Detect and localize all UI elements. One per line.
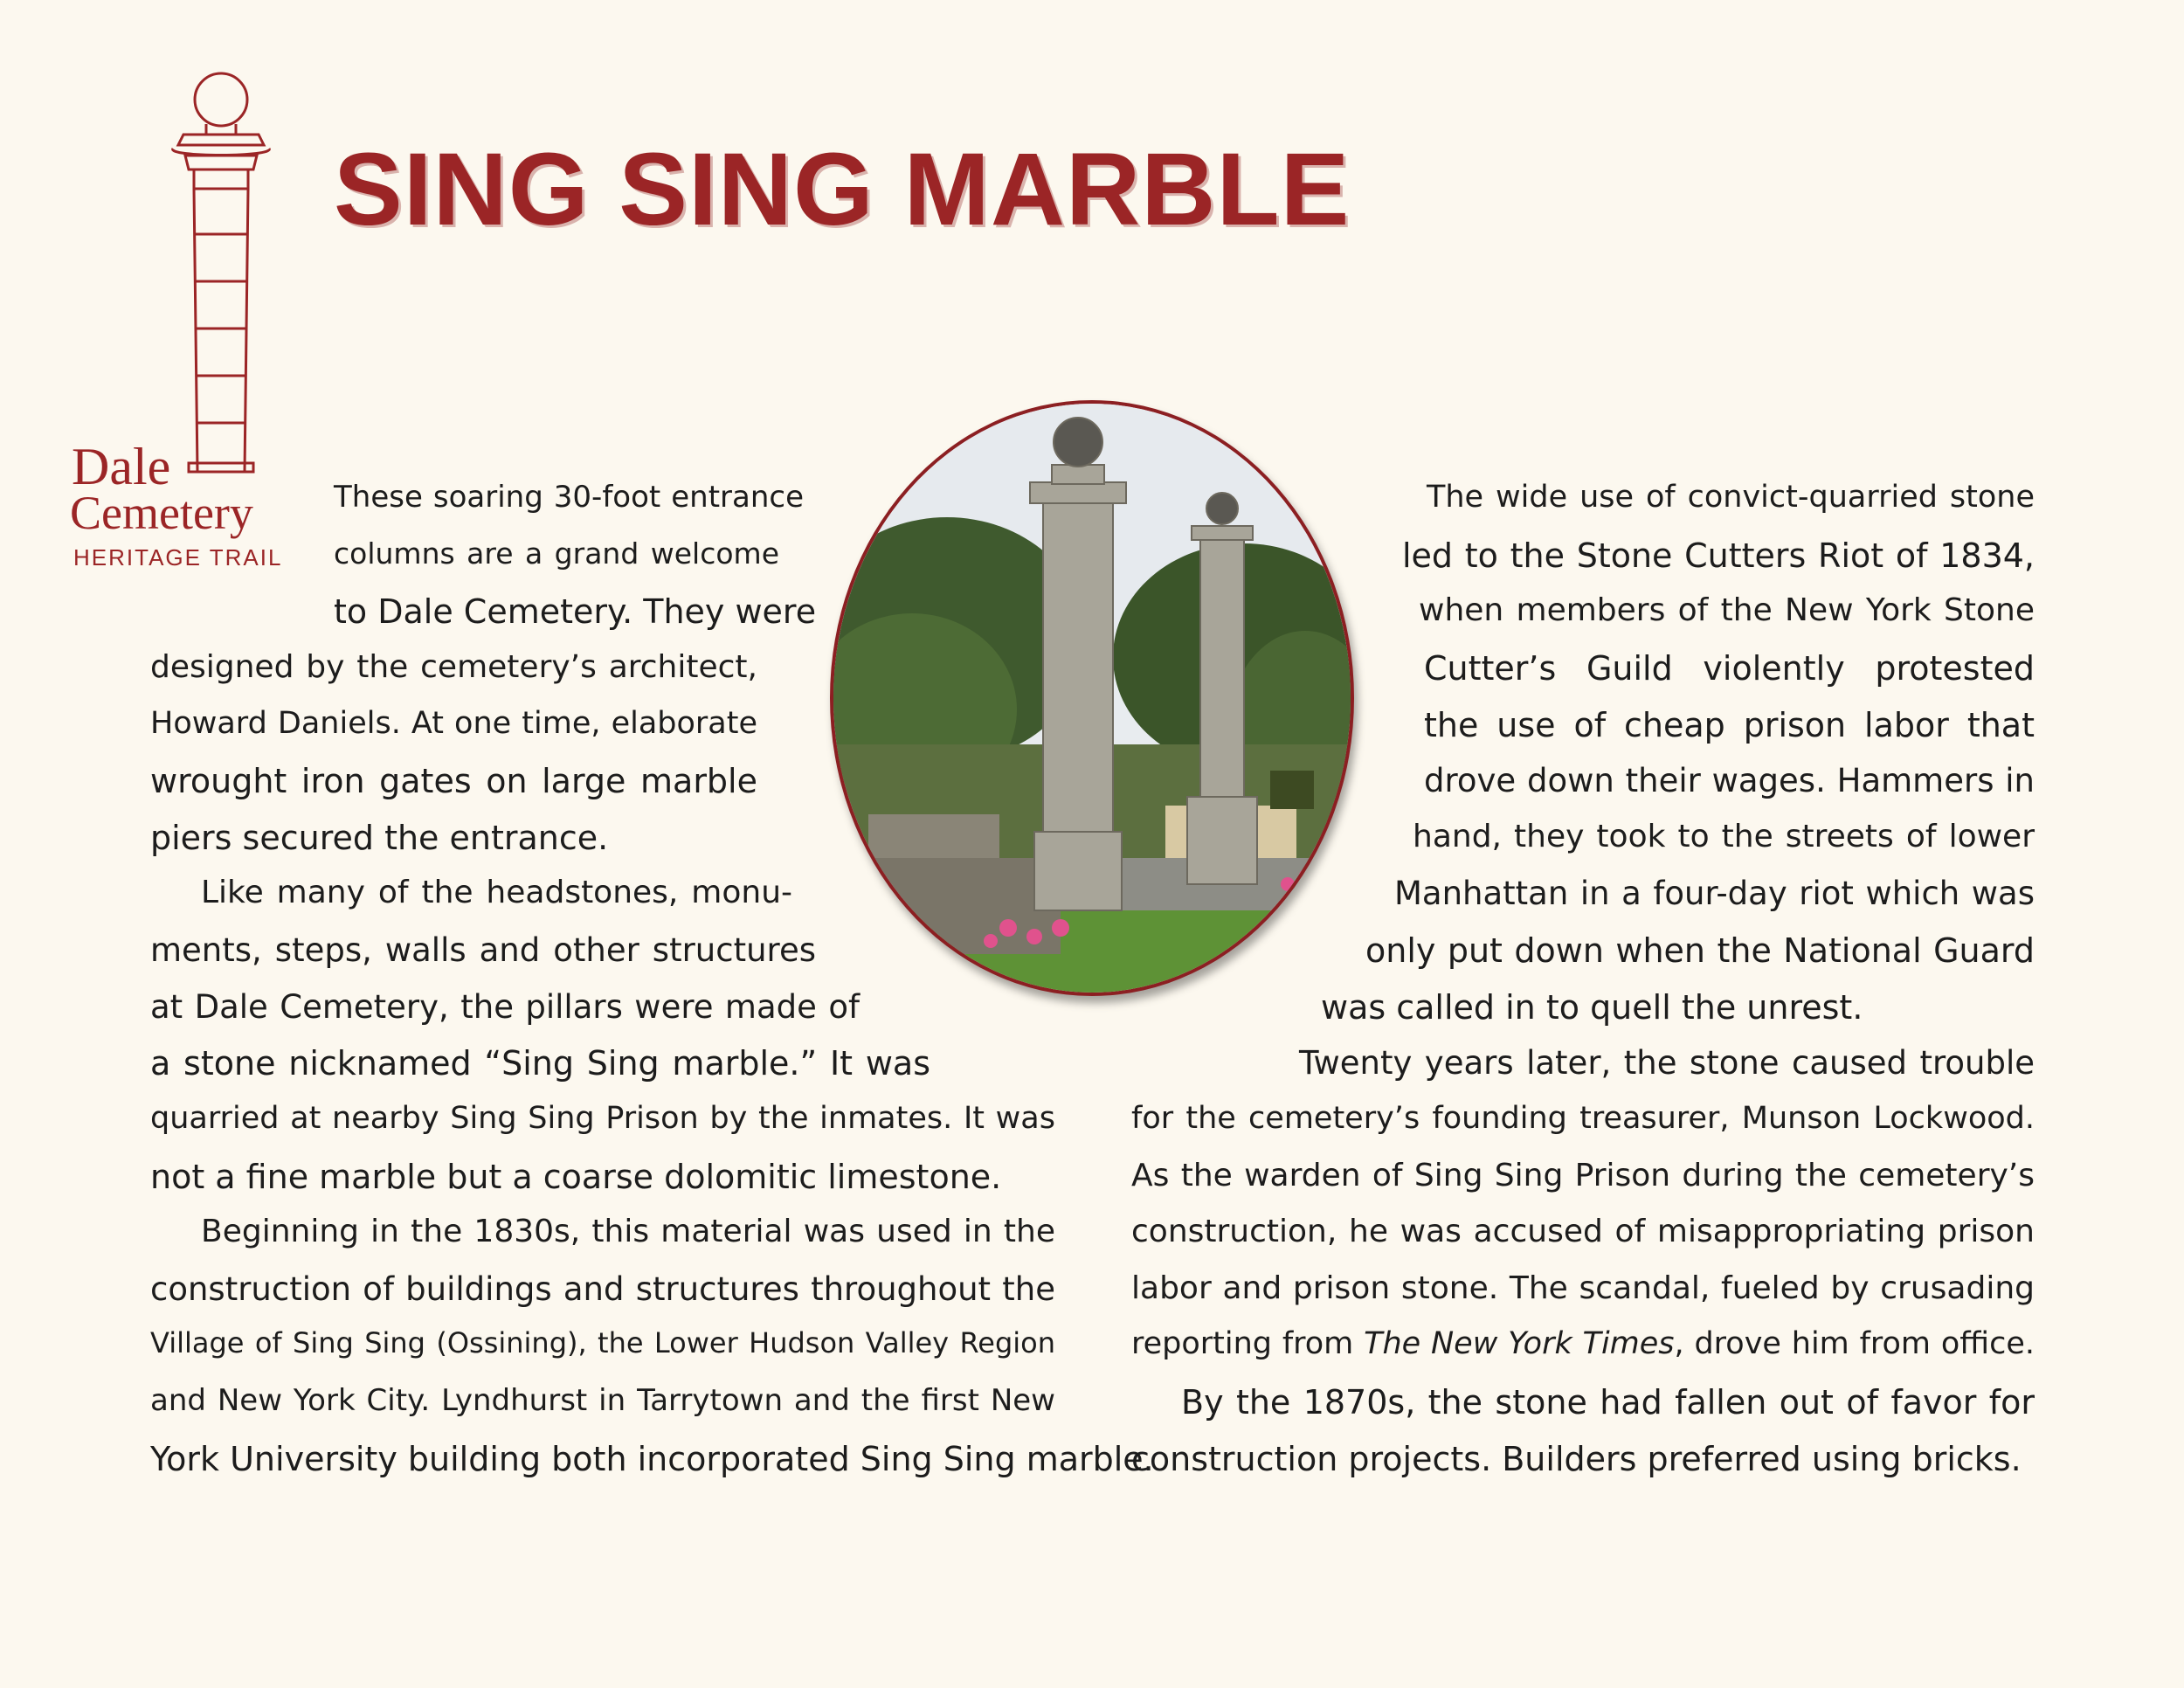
right-line-14: construction, he was accused of misappropriating prison: [1131, 1214, 2035, 1249]
times-line-before: reporting from: [1131, 1326, 1365, 1361]
left-line-2: columns are a grand welcome: [334, 536, 779, 571]
right-line-16: [1131, 1326, 2035, 1361]
left-line-12: quarried at nearby Sing Sing Prison by the inmates. It was: [150, 1101, 1055, 1136]
right-line-4: Cutter’s Guild violently protested: [1424, 649, 2035, 688]
logo-name-line1: Dale: [72, 438, 171, 495]
left-line-13: not a fine marble but a coarse dolomitic limestone.: [150, 1158, 1002, 1196]
left-line-4: designed by the cemetery’s architect,: [150, 649, 757, 685]
right-line-5: the use of cheap prison labor that: [1424, 706, 2035, 744]
left-line-17: and New York City. Lyndhurst in Tarrytown and the first New: [150, 1383, 1055, 1418]
right-line-17: By the 1870s, the stone had fallen out of favor for: [1181, 1383, 2035, 1422]
logo-tagline: HERITAGE TRAIL: [73, 544, 283, 571]
logo-name-line2: Cemetery: [70, 487, 253, 539]
right-line-13: As the warden of Sing Sing Prison during the cemetery’s: [1131, 1158, 2035, 1193]
newspaper-title: The New York Times: [1364, 1326, 1675, 1361]
left-line-6: wrought iron gates on large marble: [150, 762, 757, 800]
left-line-18: York University building both incorporated Sing Sing marble.: [150, 1440, 1154, 1478]
right-line-9: only put down when the National Guard: [1365, 931, 2035, 970]
right-line-12: for the cemetery’s founding treasurer, Munson Lockwood.: [1131, 1101, 2035, 1136]
left-line-1: These soaring 30-foot entrance: [334, 480, 804, 515]
right-line-2: led to the Stone Cutters Riot of 1834,: [1402, 536, 2035, 575]
left-line-14: Beginning in the 1830s, this material was used in the: [201, 1214, 1055, 1249]
right-line-7: hand, they took to the streets of lower: [1413, 819, 2035, 854]
right-line-15: labor and prison stone. The scandal, fueled by crusading: [1131, 1270, 2035, 1306]
left-line-3: to Dale Cemetery. They were: [334, 592, 817, 631]
right-line-6: drove down their wages. Hammers in: [1424, 762, 2035, 799]
left-line-8: Like many of the headstones, monu-: [201, 875, 792, 910]
left-line-10: at Dale Cemetery, the pillars were made of: [150, 988, 860, 1026]
left-line-15: construction of buildings and structures throughout the: [150, 1270, 1055, 1308]
left-line-5: Howard Daniels. At one time, elaborate: [150, 706, 757, 741]
left-line-16: Village of Sing Sing (Ossining), the Lower Hudson Valley Region: [150, 1326, 1055, 1359]
right-line-18: construction projects. Builders preferred using bricks.: [1131, 1440, 2022, 1478]
times-line-after: , drove him from office.: [1674, 1326, 2035, 1361]
left-line-7: piers secured the entrance.: [150, 819, 609, 857]
right-line-11: Twenty years later, the stone caused trouble: [1299, 1044, 2035, 1082]
dale-cemetery-logo: [61, 61, 297, 577]
right-line-1: The wide use of convict-quarried stone: [1427, 480, 2035, 515]
right-line-3: when members of the New York Stone: [1419, 592, 2035, 628]
cemetery-entrance-columns-photo: [830, 400, 1354, 996]
left-line-9: ments, steps, walls and other structures: [150, 931, 816, 969]
left-line-11: a stone nicknamed “Sing Sing marble.” It was: [150, 1044, 930, 1083]
page-title: SING SING MARBLE: [334, 132, 1351, 247]
photo-frame: [830, 400, 1354, 996]
column-icon: [61, 61, 297, 481]
right-line-8: Manhattan in a four-day riot which was: [1394, 875, 2035, 912]
right-line-10: was called in to quell the unrest.: [1321, 988, 1863, 1027]
